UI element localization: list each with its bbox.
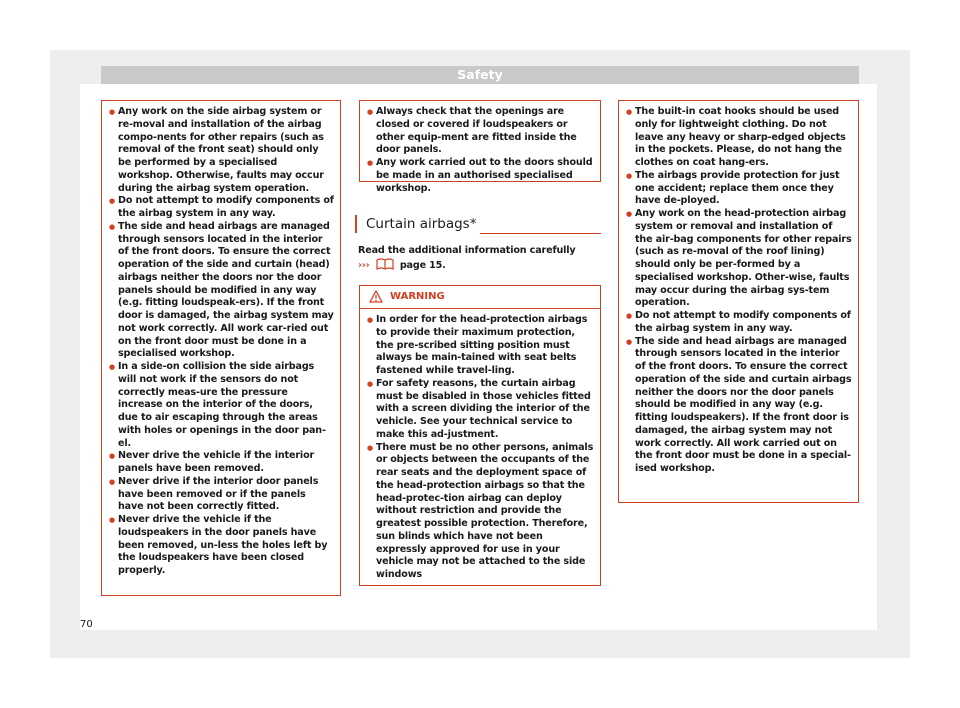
list-item: ● In a side-on collision the side airbags will not work if the sensors do not correctly meas-ure the pressure increase on the interior of the doors, due to air escaping through the areas with holes or openings in the door pan-el.	[109, 361, 334, 450]
cross-reference-arrows: ›››	[358, 259, 370, 271]
list-item: ● The airbags provide protection for just one accident; replace them once they have de-ployed.	[626, 170, 852, 208]
list-item: ● For safety reasons, the curtain airbag must be disabled in those vehicles fitted with a screen dividing the interior of the vehicle. See your technical service to make this ad-justment.	[367, 378, 594, 442]
list-item: ● Do not attempt to modify components of the airbag system in any way.	[626, 310, 852, 336]
list-item: ● Never drive the vehicle if the loudspeakers in the door panels have been removed, un-less the holes left by the loudspeakers have been closed properly.	[109, 514, 334, 578]
intro-text: Read the additional information carefully	[358, 245, 576, 256]
page-reference-link[interactable]: page 15.	[399, 259, 446, 271]
list-item: ● The built-in coat hooks should be used only for lightweight clothing. Do not leave any heavy or sharp-edged objects in the pockets. Please, do not hang the clothes on coat hang-ers.	[626, 106, 852, 170]
list-item: ● Do not attempt to modify components of the airbag system in any way.	[109, 195, 334, 221]
list-item: ● The side and head airbags are managed through sensors located in the interior of the front doors. To ensure the correct operation of the side and curtain (head) airbags neither the doors nor the door panels should be modified in any way (e.g. fitting loudspeak-ers). If the front door is damaged, the airbag system may not work correctly. All work car-ried out on the front door must be done in a specialised workshop.	[109, 221, 334, 361]
warning-box-middle-top	[359, 100, 601, 194]
section-title: Curtain airbags*	[355, 215, 601, 233]
warning-box-left	[101, 100, 341, 596]
bullet-list-warning	[367, 314, 594, 582]
warning-box-right	[618, 100, 859, 503]
page-header: Safety	[101, 66, 859, 84]
bullet-list-left	[109, 106, 334, 578]
warning-triangle-icon	[369, 290, 383, 312]
list-item: ● Any work carried out to the doors should be made in an authorised specialised workshop.	[367, 157, 594, 195]
list-item: ● Any work on the head-protection airbag system or removal and installation of the air-bag components for other repairs (such as re-moval of the roof lining) should only be per-formed by a specialised workshop. Other-wise, faults may occur during the airbag sys-tem operation.	[626, 208, 852, 310]
bullet-list-right	[626, 106, 852, 476]
list-item: ● There must be no other persons, animals or objects between the occupants of the rear seats and the deployment space of the head-protection airbags so that the head-protec-tion airbag can deploy without restriction and provide the greatest possible protection. Therefore, sun blinds which have not been expressly approved for use in your vehicle may not be attached to the side windows	[367, 442, 594, 582]
list-item: ● In order for the head-protection airbags to provide their maximum protection, the pre-scribed sitting position must always be main-tained with seat belts fastened while travel-ling.	[367, 314, 594, 378]
list-item: ● The side and head airbags are managed through sensors located in the interior of the front doors. To ensure the correct operation of the side and curtain airbags neither the doors nor the door panels should be modified in any way (e.g. fitting loudspeakers). If the front door is damaged, the airbag system may not work correctly. All work carried out on the front door must be done in a special-ised workshop.	[626, 336, 852, 476]
list-item: ● Any work on the side airbag system or re-moval and installation of the airbag compo-nents for other repairs (such as removal of the front seat) should only be performed by a specialised workshop. Otherwise, faults may occur during the airbag system operation.	[109, 106, 334, 195]
list-item: ● Never drive if the interior door panels have been removed or if the panels have not been correctly fitted.	[109, 476, 334, 514]
warning-label: WARNING	[390, 291, 445, 302]
warning-header	[360, 286, 600, 309]
list-item: ● Always check that the openings are closed or covered if loudspeakers or other equip-ment are fitted inside the door panels.	[367, 106, 594, 157]
book-icon	[376, 258, 394, 275]
warning-box	[359, 285, 601, 586]
title-rule	[480, 233, 601, 234]
list-item: ● Never drive the vehicle if the interior panels have been removed.	[109, 450, 334, 476]
intro-paragraph	[358, 244, 603, 274]
page-number: 70	[80, 619, 93, 630]
bullet-list-middle-top	[367, 106, 594, 195]
